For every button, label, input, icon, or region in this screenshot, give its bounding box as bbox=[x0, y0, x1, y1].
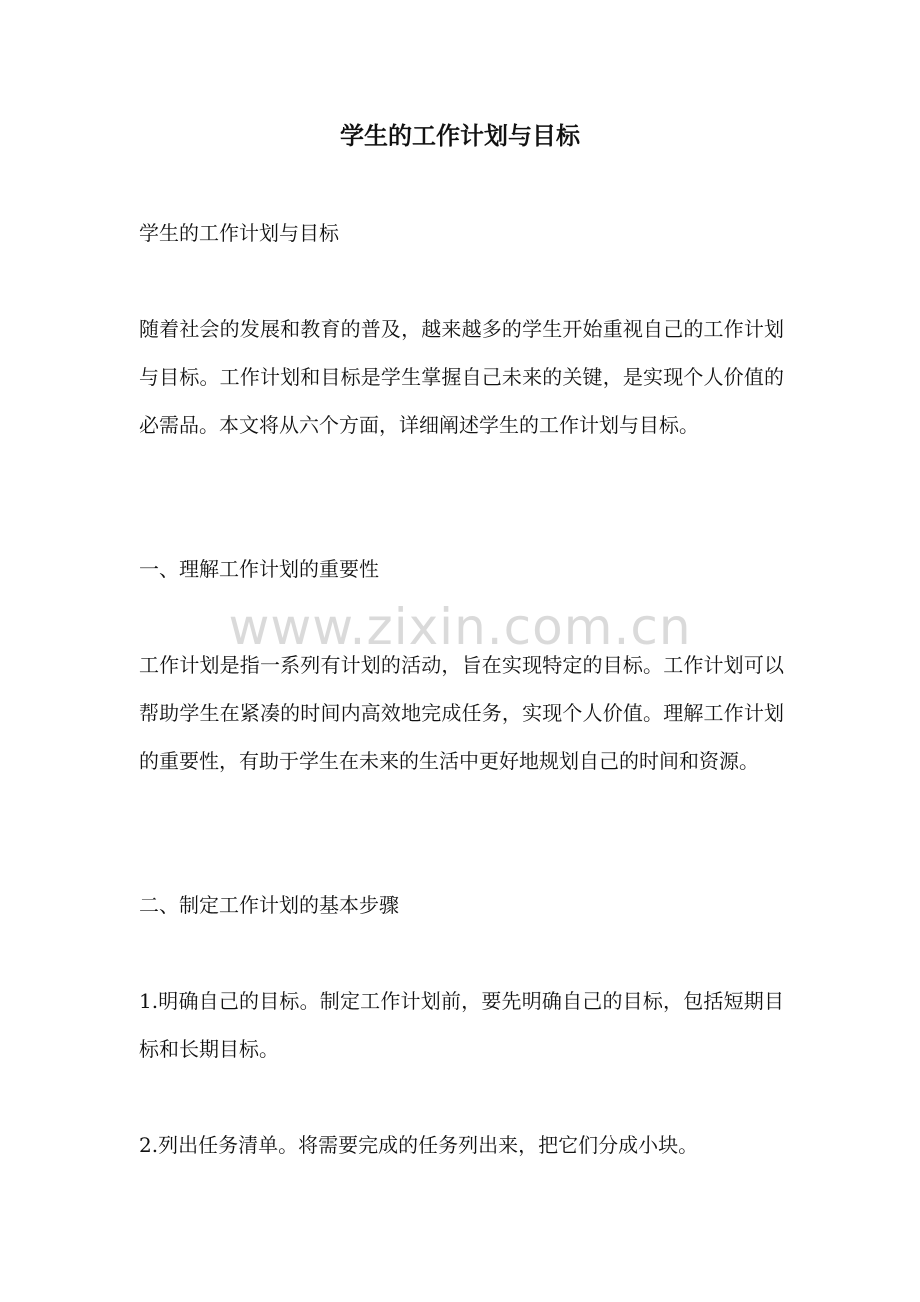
section2-heading: 二、制定工作计划的基本步骤 bbox=[139, 893, 399, 917]
section1-heading: 一、理解工作计划的重要性 bbox=[139, 557, 379, 581]
document-title: 学生的工作计划与目标 bbox=[340, 121, 580, 150]
section2-step1: 1.明确自己的目标。制定工作计划前，要先明确自己的目标，包括短期目标和长期目标。 bbox=[139, 989, 784, 1061]
document-subtitle: 学生的工作计划与目标 bbox=[139, 221, 339, 245]
section2-step2: 2.列出任务清单。将需要完成的任务列出来，把它们分成小块。 bbox=[139, 1133, 699, 1157]
watermark-text: www.zixin.com.cn bbox=[228, 598, 692, 656]
intro-paragraph: 随着社会的发展和教育的普及，越来越多的学生开始重视自己的工作计划与目标。工作计划和目标是学生掌握自己未来的关键，是实现个人价值的必需品。本文将从六个方面，详细阐述学生的工作计划与目标。 bbox=[139, 317, 784, 437]
section1-paragraph: 工作计划是指一系列有计划的活动，旨在实现特定的目标。工作计划可以帮助学生在紧凑的时间内高效地完成任务，实现个人价值。理解工作计划的重要性，有助于学生在未来的生活中更好地规划自己的时间和资源。 bbox=[139, 653, 784, 773]
